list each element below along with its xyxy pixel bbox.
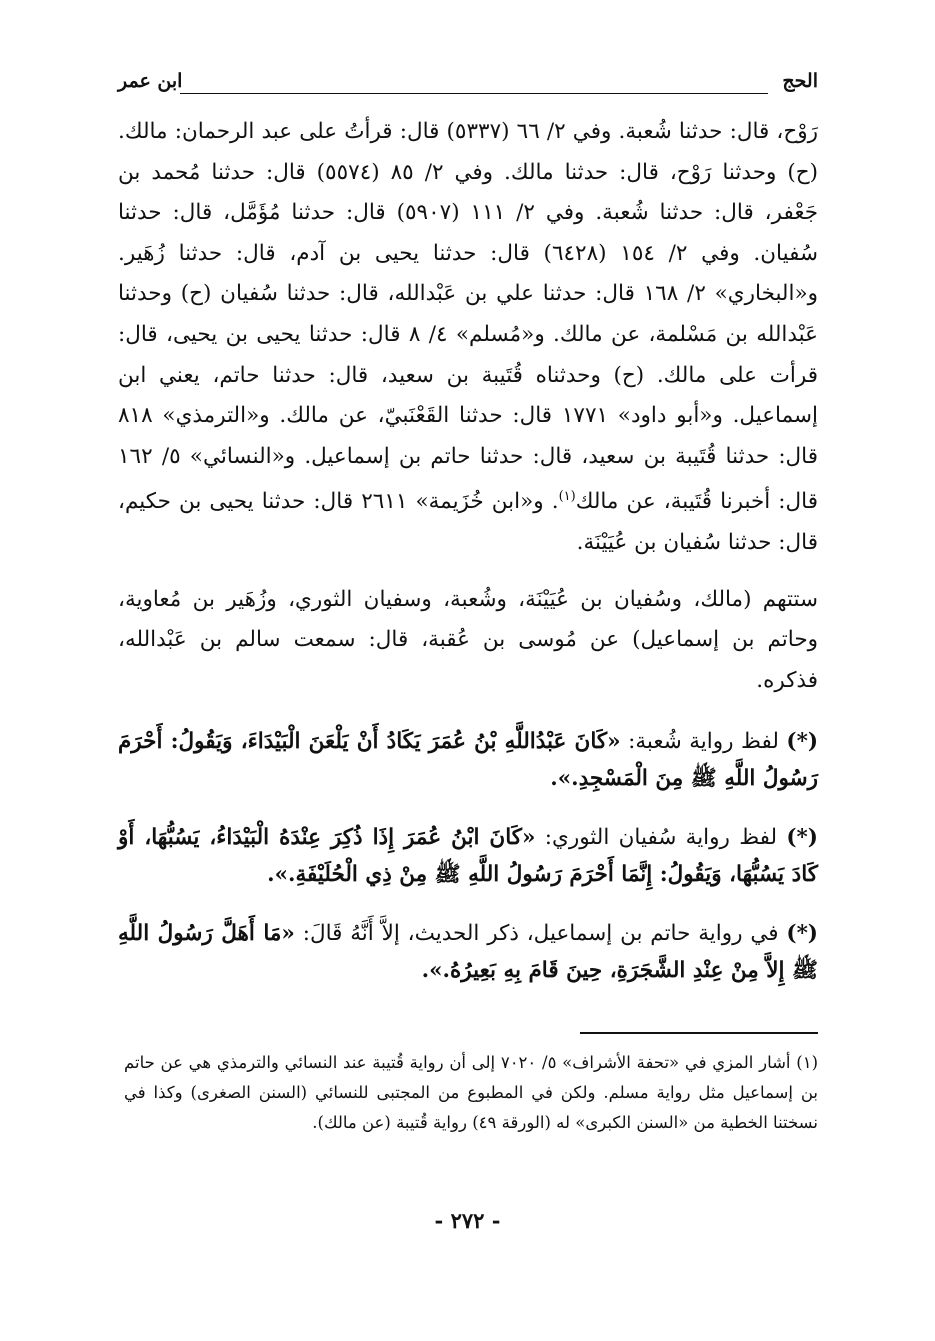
- sources-text: رَوْح، قال: حدثنا شُعبة. وفي ٢/ ٦٦ (٥٣٣٧) قال: قرأتُ على عبد الرحمان: مالك. (ح) وحدثنا رَوْح، قال: حدثنا مالك. وفي ٢/ ٨٥ (٥٥٧٤) قال: حدثنا مُحمد بن جَعْفر، قال: حدثنا شُعبة. وفي ٢/ ١١١ (٥٩٠٧) قال: حدثنا مُؤَمَّل، قال: حدثنا سُفيان. وفي ٢/ ١٥٤ (٦٤٢٨) قال: حدثنا يحيى بن آدم، قال: حدثنا زُهَير. و«البخاري» ٢/ ١٦٨ قال: حدثنا علي بن عَبْدالله، قال: حدثنا سُفيان (ح) وحدثنا عَبْدالله بن مَسْلمة، عن مالك. و«مُسلم» ٤/ ٨ قال: حدثنا يحيى بن يحيى، قال: قرأت على مالك. (ح) وحدثناه قُتَيبة بن سعيد، قال: حدثنا حاتم، يعني ابن إسماعيل. و«أبو داود» ١٧٧١ قال: حدثنا القَعْنَبيّ، عن مالك. و«الترمذي» ٨١٨ قال: حدثنا قُتَيبة بن سعيد، قال: حدثنا حاتم بن إسماعيل. و«النسائي» ٥/ ١٦٢ قال: أخبرنا قُتَيبة، عن مالك: [118, 119, 819, 515]
- header-rule: [180, 93, 768, 94]
- hadith-variant-1: [118, 723, 818, 797]
- footnote-separator: [580, 1032, 818, 1034]
- footnote: (١) أشار المزي في «تحفة الأشراف» ٥/ ٧٠٢٠ إلى أن رواية قُتيبة عند النسائي والترمذي هي عن حاتم بن إسماعيل مثل رواية مسلم. ولكن في المطبوع من المجتبى للنسائي (السنن الصغرى) وكذا في نسختنا الخطية من «السنن الكبرى» له (الورقة ٤٩) رواية قُتيبة (عن مالك).: [124, 1053, 818, 1132]
- section-title: ابن عمر: [118, 70, 183, 92]
- hadith-variant-3: [118, 915, 818, 989]
- chapter-title: الحج: [782, 70, 818, 92]
- narrators-paragraph: ستتهم (مالك، وسُفيان بن عُيَيْنَة، وشُعبة، وسفيان الثوري، وزُهَير بن مُعاوية، وحاتم بن إسماعيل) عن مُوسى بن عُقبة، قال: سمعت سالم بن عَبْدالله، فذكره.: [118, 586, 818, 693]
- footnote-reference[interactable]: (١): [558, 489, 576, 505]
- hadith-text: «كَانَ عَبْدُاللَّهِ بْنُ عُمَرَ يَكَادُ أَنْ يَلْعَنَ الْبَيْدَاءَ، وَيَقُولُ: أَحْرَمَ رَسُولُ اللَّهِ ﷺ مِنَ الْمَسْجِدِ.».: [118, 729, 818, 792]
- variant-marker: (*): [786, 825, 818, 851]
- variant-marker: (*): [786, 729, 818, 755]
- variant-intro: في رواية حاتم بن إسماعيل، ذكر الحديث، إلاَّ أَنَّهُ قَالَ:: [302, 921, 779, 947]
- hadith-text: «مَا أَهَلَّ رَسُولُ اللَّهِ ﷺ إِلاَّ مِنْ عِنْدِ الشَّجَرَةِ، حِينَ قَامَ بِهِ بَعِيرُهُ.».: [118, 921, 818, 984]
- variant-intro: لفظ رواية شُعبة:: [628, 729, 779, 755]
- sources-paragraph: [118, 112, 818, 564]
- running-header: [118, 70, 818, 104]
- main-text: [118, 112, 818, 989]
- sources-text-end: . و«ابن خُزَيمة» ٢٦١١ قال: حدثنا يحيى بن حكيم، قال: حدثنا سُفيان بن عُيَيْنَة.: [118, 489, 818, 556]
- hadith-variant-2: [118, 819, 818, 893]
- variant-intro: لفظ رواية سُفيان الثوري:: [544, 825, 778, 851]
- page-number: - ٢٧٢ -: [434, 1208, 501, 1233]
- variant-marker: (*): [786, 921, 818, 947]
- hadith-text: «كَانَ ابْنُ عُمَرَ إِذَا ذُكِرَ عِنْدَهُ الْبَيْدَاءُ، يَسُبُّهَا، أَوْ كَادَ يَسُبُّهَا، وَيَقُولُ: إِنَّمَا أَحْرَمَ رَسُولُ اللَّهِ ﷺ مِنْ ذِي الْحُلَيْفَةِ.».: [118, 825, 818, 888]
